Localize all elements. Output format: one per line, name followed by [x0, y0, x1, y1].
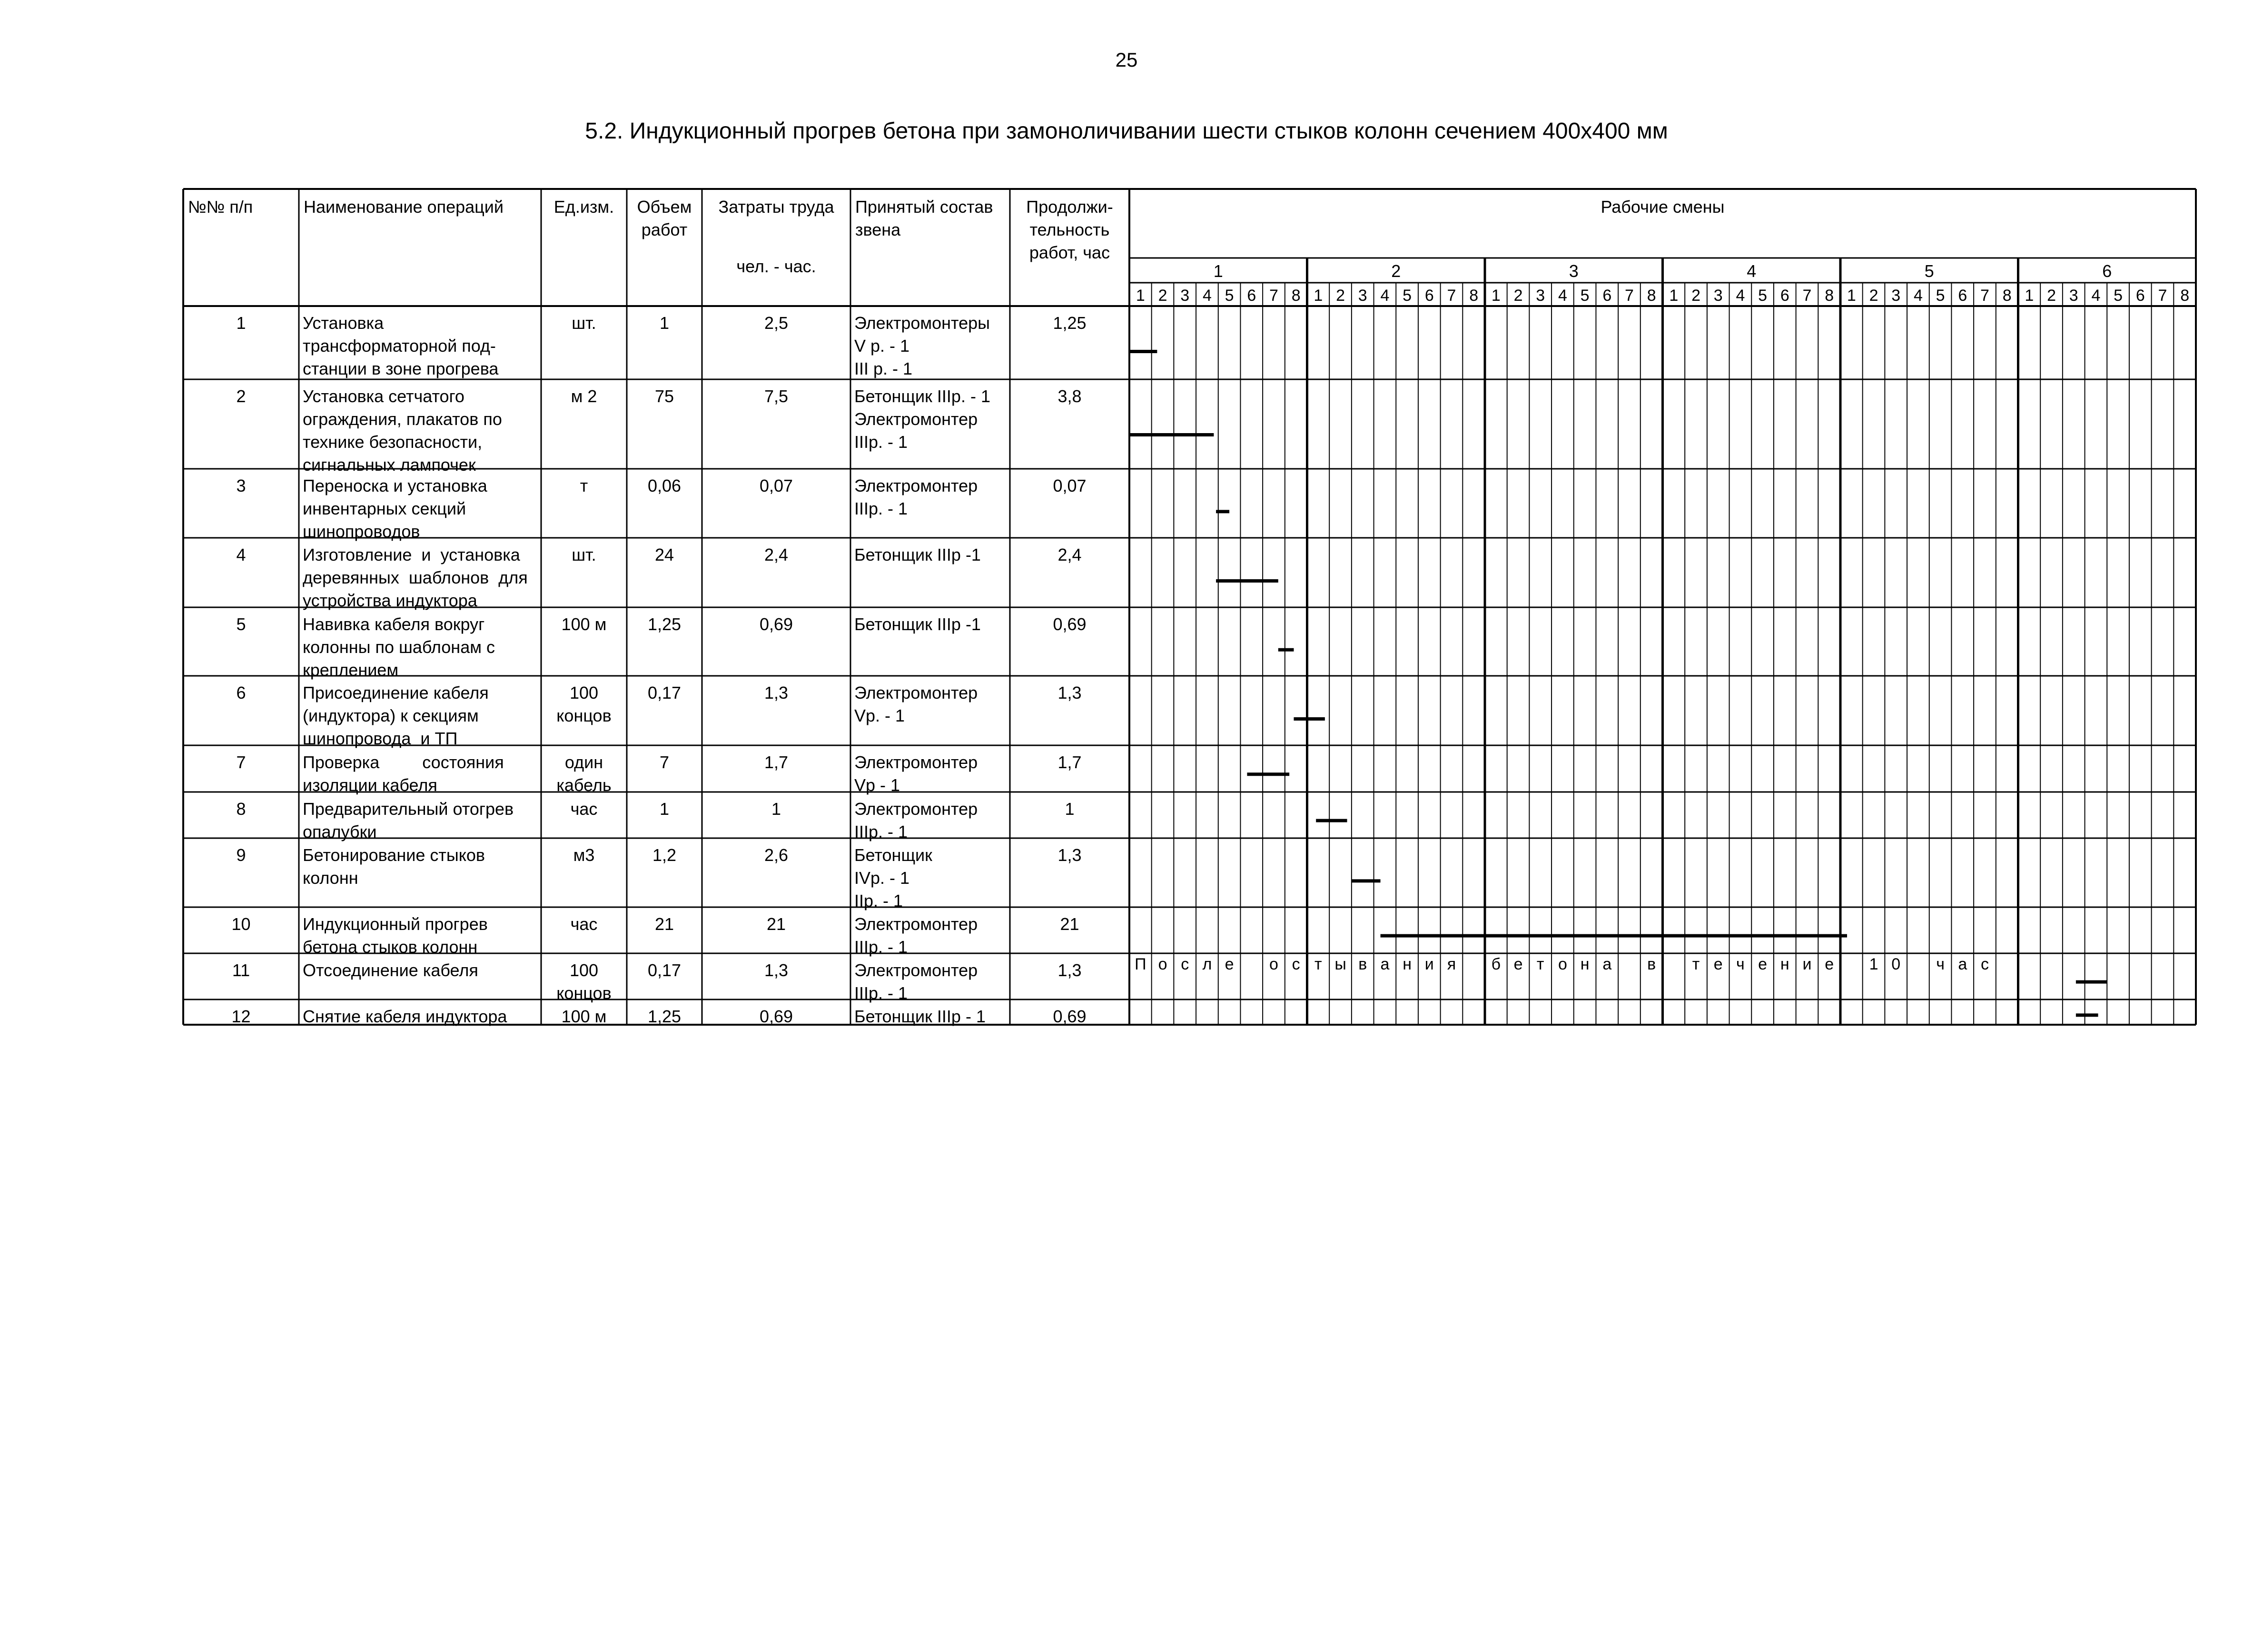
crew-cell: Электромонтер: [854, 960, 978, 980]
header-labor: Затраты труда: [718, 197, 834, 217]
hour-number: 4: [1380, 287, 1390, 305]
hour-number: 2: [1513, 287, 1523, 305]
hour-number: 3: [1358, 287, 1367, 305]
header-volume: работ: [641, 220, 688, 239]
note-letter: ы: [1334, 955, 1346, 973]
operation-name: креплением: [303, 660, 399, 680]
operation-name: трансформаторной под-: [303, 336, 496, 356]
note-letter: б: [1491, 955, 1501, 973]
shift-number: 3: [1569, 261, 1579, 281]
hour-number: 1: [2025, 287, 2034, 305]
hour-number: 3: [1713, 287, 1723, 305]
crew-cell: IIIр. - 1: [854, 937, 908, 957]
duration-cell: 1: [1065, 799, 1075, 819]
note-letter: 0: [1891, 955, 1901, 973]
header-labor-unit: чел. - час.: [736, 257, 816, 276]
duration-cell: 1,3: [1057, 960, 1082, 980]
hour-number: 1: [1314, 287, 1323, 305]
note-letter: с: [1181, 955, 1189, 973]
duration-cell: 0,69: [1053, 1007, 1087, 1026]
note-letter: т: [1314, 955, 1322, 973]
row-number: 12: [231, 1007, 251, 1026]
shift-number: 6: [2102, 261, 2112, 281]
operation-name: Проверка состояния: [303, 752, 504, 772]
labor-cell: 2,5: [764, 313, 789, 333]
duration-cell: 0,07: [1053, 476, 1087, 495]
note-letter: е: [1825, 955, 1834, 973]
row-number: 4: [236, 545, 246, 564]
note-letter: я: [1447, 955, 1456, 973]
crew-cell: Vр - 1: [854, 775, 900, 795]
volume-cell: 7: [659, 752, 670, 772]
hour-number: 7: [1625, 287, 1634, 305]
crew-cell: Бетонщик IIIр -1: [854, 545, 981, 564]
note-letter: л: [1202, 955, 1212, 973]
hour-number: 4: [1736, 287, 1745, 305]
volume-cell: 0,17: [647, 960, 682, 980]
hour-number: 6: [1247, 287, 1256, 305]
note-letter: о: [1269, 955, 1278, 973]
operation-name: Бетонирование стыков: [303, 845, 485, 865]
crew-cell: Бетонщик IIIр -1: [854, 614, 981, 634]
row-number: 9: [236, 845, 246, 865]
operation-name: Индукционный прогрев: [303, 914, 488, 934]
hour-number: 7: [1802, 287, 1812, 305]
note-letter: и: [1424, 955, 1434, 973]
note-letter: н: [1780, 955, 1789, 973]
duration-cell: 1,3: [1057, 683, 1082, 702]
note-letter: в: [1647, 955, 1656, 973]
crew-cell: Электромонтеры: [854, 313, 990, 333]
volume-cell: 24: [654, 545, 674, 564]
note-letter: т: [1536, 955, 1544, 973]
crew-cell: Электромонтер: [854, 409, 978, 429]
crew-cell: Электромонтер: [854, 752, 978, 772]
operation-name: шинопроводов: [303, 522, 420, 541]
note-letter: П: [1135, 955, 1146, 973]
volume-cell: 1: [659, 313, 670, 333]
hour-number: 6: [1424, 287, 1434, 305]
crew-cell: V р. - 1: [854, 336, 910, 356]
shift-number: 1: [1213, 261, 1223, 281]
hour-number: 2: [1691, 287, 1700, 305]
labor-cell: 0,69: [759, 614, 793, 634]
operation-name: бетона стыков колонн: [303, 937, 478, 957]
hour-number: 4: [1202, 287, 1212, 305]
operation-name: Изготовление и установка: [303, 545, 520, 564]
hour-number: 4: [1558, 287, 1567, 305]
header-volume: Объем: [637, 197, 692, 217]
unit-cell: 100: [569, 960, 599, 980]
operation-name: колонны по шаблонам с: [303, 637, 495, 657]
hour-number: 7: [1447, 287, 1456, 305]
crew-cell: Электромонтер: [854, 476, 978, 495]
volume-cell: 1: [659, 799, 670, 819]
labor-cell: 1: [771, 799, 781, 819]
unit-cell: 100 м: [561, 1007, 607, 1026]
crew-cell: Бетонщик: [854, 845, 932, 865]
operation-name: колонн: [303, 868, 358, 888]
hour-number: 2: [1336, 287, 1345, 305]
note-letter: о: [1558, 955, 1567, 973]
crew-cell: Vр. - 1: [854, 706, 905, 725]
hour-number: 2: [2047, 287, 2056, 305]
crew-cell: Бетонщик IIIр. - 1: [854, 386, 990, 406]
labor-cell: 2,6: [764, 845, 789, 865]
header-name: Наименование операций: [304, 197, 504, 217]
duration-cell: 1,25: [1053, 313, 1087, 333]
hour-number: 8: [2002, 287, 2012, 305]
hour-number: 3: [2069, 287, 2078, 305]
row-number: 2: [236, 386, 246, 406]
hour-number: 5: [1758, 287, 1768, 305]
duration-cell: 0,69: [1053, 614, 1087, 634]
volume-cell: 1,25: [647, 1007, 682, 1026]
unit-cell: м 2: [571, 386, 597, 406]
operation-name: изоляции кабеля: [303, 775, 437, 795]
unit-cell: 100: [569, 683, 599, 702]
hour-number: 5: [1225, 287, 1234, 305]
operation-name: Отсоединение кабеля: [303, 960, 478, 980]
operation-name: Присоединение кабеля: [303, 683, 489, 702]
note-letter: с: [1292, 955, 1300, 973]
note-letter: ч: [1736, 955, 1745, 973]
operation-name: опалубки: [303, 822, 377, 841]
unit-cell: шт.: [572, 545, 596, 564]
labor-cell: 21: [766, 914, 786, 934]
hour-number: 5: [1580, 287, 1590, 305]
labor-cell: 1,7: [764, 752, 789, 772]
unit-cell: один: [564, 752, 603, 772]
volume-cell: 0,06: [647, 476, 682, 495]
hour-number: 6: [1780, 287, 1789, 305]
hour-number: 8: [1825, 287, 1834, 305]
operation-name: (индуктора) к секциям: [303, 706, 479, 725]
hour-number: 6: [1602, 287, 1612, 305]
hour-number: 7: [1980, 287, 1989, 305]
hour-number: 5: [1936, 287, 1945, 305]
row-number: 7: [236, 752, 246, 772]
row-number: 10: [231, 914, 251, 934]
unit-cell: шт.: [572, 313, 596, 333]
crew-cell: IIIр. - 1: [854, 822, 908, 841]
document-title: 5.2. Индукционный прогрев бетона при замоноличивании шести стыков колонн сечением 400х400 мм: [585, 119, 1668, 144]
crew-cell: IIр. - 1: [854, 891, 903, 910]
hour-number: 5: [1403, 287, 1412, 305]
volume-cell: 75: [654, 386, 674, 406]
hour-number: 7: [1269, 287, 1278, 305]
unit-cell: час: [570, 914, 598, 934]
hour-number: 8: [1469, 287, 1479, 305]
operation-name: Навивка кабеля вокруг: [303, 614, 485, 634]
crew-cell: IIIр. - 1: [854, 432, 908, 452]
operation-name: шинопровода и ТП: [303, 729, 458, 748]
crew-cell: III р. - 1: [854, 359, 913, 378]
hour-number: 3: [1536, 287, 1545, 305]
crew-cell: Бетонщик IIIр - 1: [854, 1007, 986, 1026]
operation-name: инвентарных секций: [303, 499, 466, 518]
note-letter: е: [1713, 955, 1723, 973]
operation-name: сигнальных лампочек: [303, 455, 476, 475]
note-letter: е: [1513, 955, 1523, 973]
operation-name: Переноска и установка: [303, 476, 487, 495]
row-number: 8: [236, 799, 246, 819]
note-text: После остывания бетона в течение 10 час: [1134, 991, 1153, 992]
crew-cell: Электромонтер: [854, 914, 978, 934]
header-num: №№ п/п: [188, 197, 253, 217]
crew-cell: Электромонтер: [854, 683, 978, 702]
shift-number: 2: [1391, 261, 1401, 281]
labor-cell: 1,3: [764, 960, 789, 980]
row-number: 11: [232, 960, 250, 980]
unit-cell: концов: [556, 983, 612, 1003]
unit-cell: час: [570, 799, 598, 819]
unit-cell: т: [580, 476, 588, 495]
hour-number: 3: [1180, 287, 1190, 305]
hour-number: 1: [1669, 287, 1679, 305]
note-letter: с: [1980, 955, 1989, 973]
note-letter: и: [1802, 955, 1812, 973]
operation-name: устройства индуктора: [303, 591, 477, 610]
note-letter: е: [1758, 955, 1768, 973]
note-letter: н: [1403, 955, 1412, 973]
crew-cell: IVр. - 1: [854, 868, 910, 888]
labor-cell: 0,69: [759, 1007, 793, 1026]
crew-cell: Электромонтер: [854, 799, 978, 819]
hour-number: 2: [1869, 287, 1878, 305]
operation-name: Установка: [303, 313, 384, 333]
volume-cell: 0,17: [647, 683, 682, 702]
hour-number: 6: [1958, 287, 1967, 305]
operation-name: Предварительный отогрев: [303, 799, 514, 819]
unit-cell: концов: [556, 706, 612, 725]
header-duration: работ, час: [1029, 243, 1110, 262]
unit-cell: м3: [573, 845, 595, 865]
shift-number: 4: [1747, 261, 1757, 281]
hour-number: 6: [2135, 287, 2145, 305]
hour-number: 3: [1891, 287, 1901, 305]
header-shifts: Рабочие смены: [1601, 197, 1725, 217]
duration-cell: 21: [1060, 914, 1079, 934]
hour-number: 1: [1847, 287, 1856, 305]
hour-number: 2: [1158, 287, 1167, 305]
operation-name: технике безопасности,: [303, 432, 483, 452]
shift-number: 5: [1924, 261, 1934, 281]
volume-cell: 1,25: [647, 614, 682, 634]
labor-cell: 2,4: [764, 545, 789, 564]
duration-cell: 1,7: [1057, 752, 1082, 772]
note-letter: т: [1692, 955, 1700, 973]
duration-cell: 1,3: [1057, 845, 1082, 865]
operation-name: Снятие кабеля индуктора: [303, 1007, 507, 1026]
duration-cell: 2,4: [1057, 545, 1082, 564]
header-unit: Ед.изм.: [553, 197, 614, 217]
row-number: 3: [236, 476, 246, 495]
labor-cell: 1,3: [764, 683, 789, 702]
unit-cell: 100 м: [561, 614, 607, 634]
hour-number: 8: [1291, 287, 1301, 305]
crew-cell: IIIр. - 1: [854, 499, 908, 518]
operation-name: деревянных шаблонов для: [303, 568, 528, 587]
note-letter: 1: [1869, 955, 1878, 973]
header-duration: Продолжи-: [1026, 197, 1113, 217]
operation-name: ограждения, плакатов по: [303, 409, 502, 429]
header-duration: тельность: [1029, 220, 1110, 239]
labor-cell: 7,5: [764, 386, 789, 406]
hour-number: 5: [2114, 287, 2123, 305]
hour-number: 8: [1647, 287, 1656, 305]
operation-name: станции в зоне прогрева: [303, 359, 499, 378]
note-letter: а: [1380, 955, 1390, 973]
header-crew: звена: [855, 220, 901, 239]
note-letter: ч: [1936, 955, 1945, 973]
volume-cell: 21: [654, 914, 674, 934]
hour-number: 8: [2180, 287, 2190, 305]
note-letter: а: [1602, 955, 1612, 973]
labor-cell: 0,07: [759, 476, 793, 495]
operation-name: Установка сетчатого: [303, 386, 464, 406]
duration-cell: 3,8: [1057, 386, 1082, 406]
crew-cell: IIIр. - 1: [854, 983, 908, 1003]
note-letter: а: [1958, 955, 1967, 973]
hour-number: 1: [1136, 287, 1145, 305]
row-number: 1: [236, 313, 246, 333]
hour-number: 4: [2091, 287, 2101, 305]
page-number: 25: [1115, 49, 1138, 71]
note-letter: в: [1358, 955, 1367, 973]
header-crew: Принятый состав: [855, 197, 993, 217]
note-letter: о: [1158, 955, 1167, 973]
hour-number: 4: [1913, 287, 1923, 305]
note-letter: н: [1580, 955, 1590, 973]
row-number: 6: [236, 683, 246, 702]
hour-number: 1: [1491, 287, 1501, 305]
row-number: 5: [236, 614, 246, 634]
volume-cell: 1,2: [652, 845, 677, 865]
unit-cell: кабель: [556, 775, 612, 795]
note-letter: е: [1225, 955, 1234, 973]
hour-number: 7: [2158, 287, 2167, 305]
